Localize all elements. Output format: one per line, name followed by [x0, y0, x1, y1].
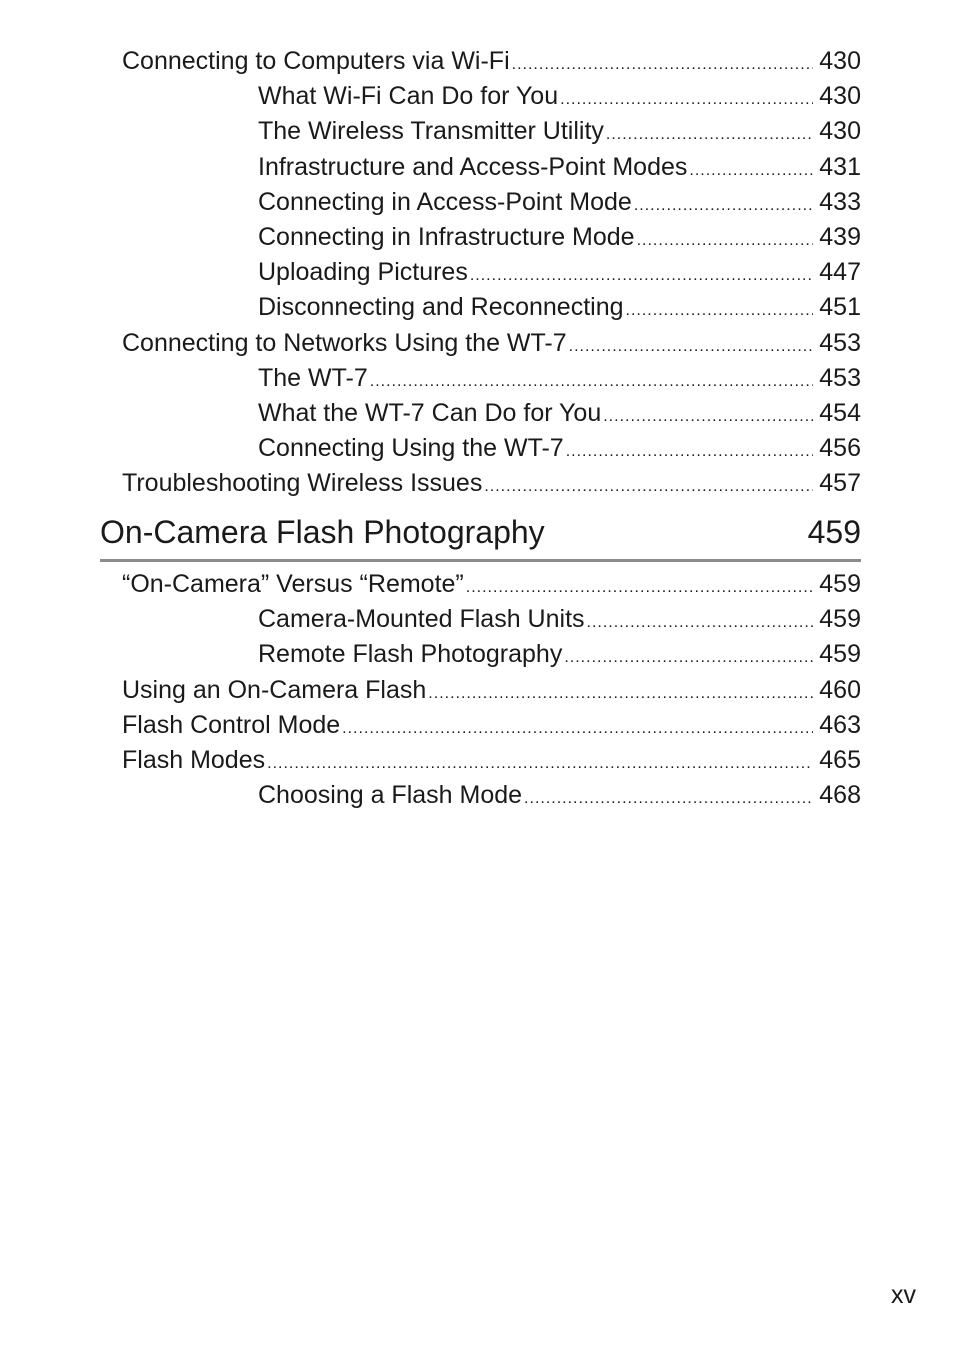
toc-entry[interactable] — [258, 220, 861, 255]
toc-entry-title: Uploading Pictures — [258, 258, 468, 287]
dot-leader — [569, 329, 814, 364]
dot-leader — [587, 605, 814, 640]
toc-entry-title: Infrastructure and Access-Point Modes — [258, 152, 688, 181]
toc-entry-page: 468 — [819, 781, 861, 810]
toc-entry-title: Remote Flash Photography — [258, 640, 563, 669]
toc-entry[interactable] — [258, 290, 861, 325]
page-number: xv — [891, 1281, 916, 1309]
toc-entry-page: 459 — [819, 570, 861, 598]
toc-entry-title: Troubleshooting Wireless Issues — [122, 469, 483, 498]
toc-entry-page: 451 — [819, 293, 861, 322]
toc-entry-title: Flash Modes — [122, 745, 266, 774]
toc-entry-page: 431 — [819, 152, 861, 181]
toc-entry[interactable] — [122, 743, 861, 778]
dot-leader — [566, 434, 814, 469]
toc-entry-title: Connecting in Infrastructure Mode — [258, 222, 635, 251]
toc-entry-page: 433 — [819, 187, 861, 216]
toc-entry-page: 453 — [819, 363, 861, 392]
dot-leader — [342, 711, 813, 746]
toc-entry[interactable] — [258, 255, 861, 290]
toc-entry-page: 430 — [819, 82, 861, 111]
toc-entry-page: 453 — [819, 328, 861, 357]
toc-entry[interactable] — [122, 466, 861, 501]
toc-entry[interactable] — [258, 431, 861, 466]
toc-entry-title: “On-Camera” Versus “Remote” — [122, 570, 464, 598]
toc-entry[interactable] — [122, 567, 861, 602]
toc-entry-title: Choosing a Flash Mode — [258, 781, 523, 810]
dot-leader — [267, 746, 813, 781]
toc-entry-page: 457 — [819, 469, 861, 498]
section-heading[interactable] — [100, 508, 861, 556]
toc-entry-title: Using an On-Camera Flash — [122, 675, 427, 704]
dot-leader — [603, 399, 813, 434]
dot-leader — [370, 364, 814, 399]
section-title: On-Camera Flash Photography — [100, 514, 545, 550]
toc-entry-title: The Wireless Transmitter Utility — [258, 117, 604, 146]
toc-entry[interactable] — [122, 673, 861, 708]
toc-entry[interactable] — [122, 326, 861, 361]
dot-leader — [484, 469, 813, 504]
toc-entry-page: 460 — [819, 675, 861, 704]
section-divider — [100, 559, 861, 562]
toc-entry-title: Connecting to Networks Using the WT-7 — [122, 328, 567, 357]
toc-entry[interactable] — [258, 79, 861, 114]
toc-entry[interactable] — [258, 396, 861, 431]
toc-entry-page: 463 — [819, 710, 861, 739]
toc-entry-page: 430 — [819, 117, 861, 146]
toc-entry-title: The WT-7 — [258, 363, 368, 392]
toc-entry[interactable] — [258, 185, 861, 220]
dot-leader — [466, 570, 814, 605]
toc-entry-page: 465 — [819, 745, 861, 774]
dot-leader — [560, 82, 813, 117]
toc-entry-page: 439 — [819, 222, 861, 251]
toc-entry[interactable] — [258, 637, 861, 672]
dot-leader — [626, 293, 814, 328]
dot-leader — [689, 153, 813, 188]
toc-entry-title: What Wi-Fi Can Do for You — [258, 82, 559, 111]
dot-leader — [512, 47, 814, 82]
toc-entry[interactable] — [258, 361, 861, 396]
dot-leader — [606, 117, 813, 152]
dot-leader — [634, 188, 813, 223]
toc-entry-page: 447 — [819, 258, 861, 287]
toc-list-flash — [0, 567, 954, 813]
toc-entry-page: 454 — [819, 398, 861, 427]
dot-leader — [470, 258, 813, 293]
toc-entry[interactable] — [122, 44, 861, 79]
dot-leader — [564, 640, 813, 675]
section-page: 459 — [807, 514, 861, 550]
toc-entry[interactable] — [258, 114, 861, 149]
toc-entry-title: Connecting to Computers via Wi-Fi — [122, 47, 510, 75]
toc-entry-title: Connecting Using the WT-7 — [258, 434, 564, 463]
toc-entry-page: 459 — [819, 605, 861, 634]
toc-entry-title: Disconnecting and Reconnecting — [258, 293, 624, 322]
toc-entry-page: 459 — [819, 640, 861, 669]
toc-list-wifi — [0, 44, 954, 501]
dot-leader — [524, 781, 813, 816]
toc-entry[interactable] — [122, 708, 861, 743]
toc-entry-page: 456 — [819, 434, 861, 463]
toc-entry-title: Connecting in Access-Point Mode — [258, 187, 632, 216]
dot-leader — [637, 223, 814, 258]
toc-entry-title: Camera-Mounted Flash Units — [258, 605, 585, 634]
toc-entry-title: What the WT-7 Can Do for You — [258, 398, 602, 427]
toc-entry[interactable] — [258, 150, 861, 185]
toc-entry-page: 430 — [819, 47, 861, 75]
toc-entry[interactable] — [258, 778, 861, 813]
toc-entry-title: Flash Control Mode — [122, 710, 341, 739]
toc-entry[interactable] — [258, 602, 861, 637]
dot-leader — [428, 676, 813, 711]
